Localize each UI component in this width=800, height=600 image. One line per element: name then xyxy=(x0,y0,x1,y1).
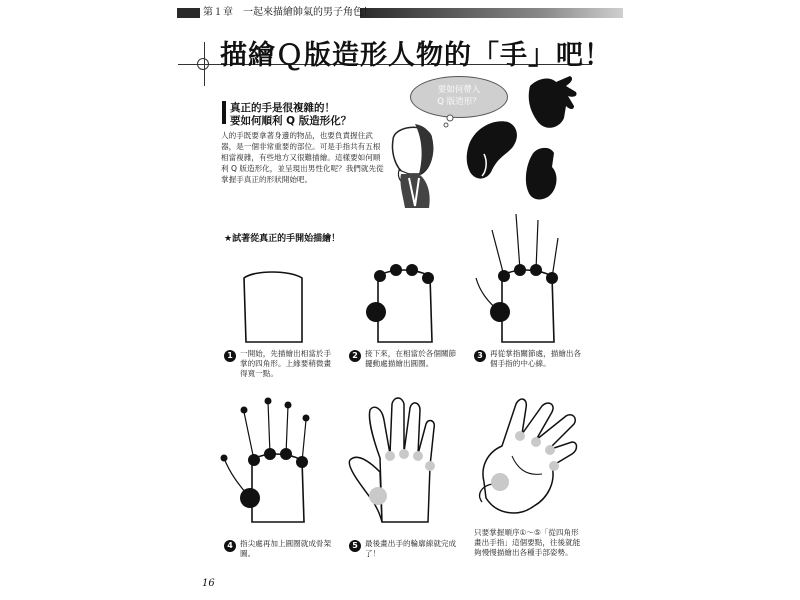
intro-line: 器，是一個非常重要的部位。可是手指共有五根 xyxy=(221,142,381,151)
step3-caption xyxy=(490,349,581,369)
step5-outline-hand-drawing xyxy=(346,396,444,526)
bubble-line: Q 版造形？ xyxy=(437,97,481,107)
step2-caption xyxy=(365,349,456,369)
caption-line: 得寬一點。 xyxy=(240,369,278,378)
caption-line: 一開始，先描繪出相當於手 xyxy=(240,349,332,358)
chapter-header: 第１章 一起來描繪帥氣的男子角色！ xyxy=(203,7,373,18)
step4-caption xyxy=(240,539,331,559)
caption-line: 夠慢慢描繪出各種手部姿勢。 xyxy=(474,548,573,557)
caption-line: 再從掌指關節處，描繪出各 xyxy=(490,349,582,358)
thought-bubble-tail xyxy=(440,112,460,128)
hand-silhouette-1 xyxy=(520,72,580,134)
page-number: 16 xyxy=(202,578,215,589)
posed-hand-drawing xyxy=(472,386,584,524)
page-title: 描繪Ｑ版造形人物的「手」吧！ xyxy=(220,40,612,71)
step2-joints-drawing xyxy=(362,258,444,344)
step-number-badge: 1 xyxy=(224,350,236,362)
hand-silhouette-2 xyxy=(462,118,522,182)
step1-caption xyxy=(240,349,331,379)
intro-line: 相當複雜，有些地方又很難描繪。這樣要如何順 xyxy=(221,153,381,162)
step1-palm-drawing xyxy=(240,268,306,344)
subheading-line-1: 真正的手是很複雜的！ xyxy=(230,102,335,114)
caption-line: 指尖處再加上圓圈就成骨架 xyxy=(240,539,332,548)
caption-line: 掌的四角形。上緣要稍微畫 xyxy=(240,359,332,368)
subheading-line-2: 要如何順利 Q 版造形化？ xyxy=(230,115,352,127)
bubble-line: 要如何帶入 xyxy=(437,85,481,95)
step4-skeleton-drawing xyxy=(218,398,314,526)
character-illustration xyxy=(385,122,445,212)
caption-line: 了！ xyxy=(365,549,381,558)
caption-line: 擺動處描繪出圓圈。 xyxy=(365,359,434,368)
intro-line: 掌握手真正的形狀開始吧。 xyxy=(221,175,313,184)
caption-line: 只要掌握順序①～⑤「從四角形 xyxy=(474,528,579,537)
caption-line: 接下來，在相當於各個關節 xyxy=(365,349,457,358)
step-number-badge: 2 xyxy=(349,350,361,362)
step-number-badge: 5 xyxy=(349,540,361,552)
caption-line: 畫出手指」這個要點，往後就能 xyxy=(474,538,581,547)
intro-paragraph xyxy=(221,130,384,185)
step-number-badge: 4 xyxy=(224,540,236,552)
header-bar-right xyxy=(360,8,623,18)
subheading-bar xyxy=(222,101,226,124)
step5-caption xyxy=(365,539,456,559)
summary-caption xyxy=(474,528,580,558)
caption-line: 個手指的中心線。 xyxy=(490,359,551,368)
section-title: ★試著從真正的手開始描繪！ xyxy=(224,234,341,244)
intro-line: 利 Q 版造形化，並呈現出男性化呢？我們就先從 xyxy=(221,164,384,173)
header-bar-left xyxy=(177,8,200,18)
caption-line: 圖。 xyxy=(240,549,256,558)
hand-silhouette-3 xyxy=(522,145,562,203)
title-rule-circle xyxy=(197,58,209,70)
step3-finger-lines-drawing xyxy=(474,212,570,344)
step-number-badge: 3 xyxy=(474,350,486,362)
caption-line: 最後畫出手的輪廓線就完成 xyxy=(365,539,457,548)
intro-line: 人的手既要拿著身邊的物品，也要負責握住武 xyxy=(221,131,373,140)
